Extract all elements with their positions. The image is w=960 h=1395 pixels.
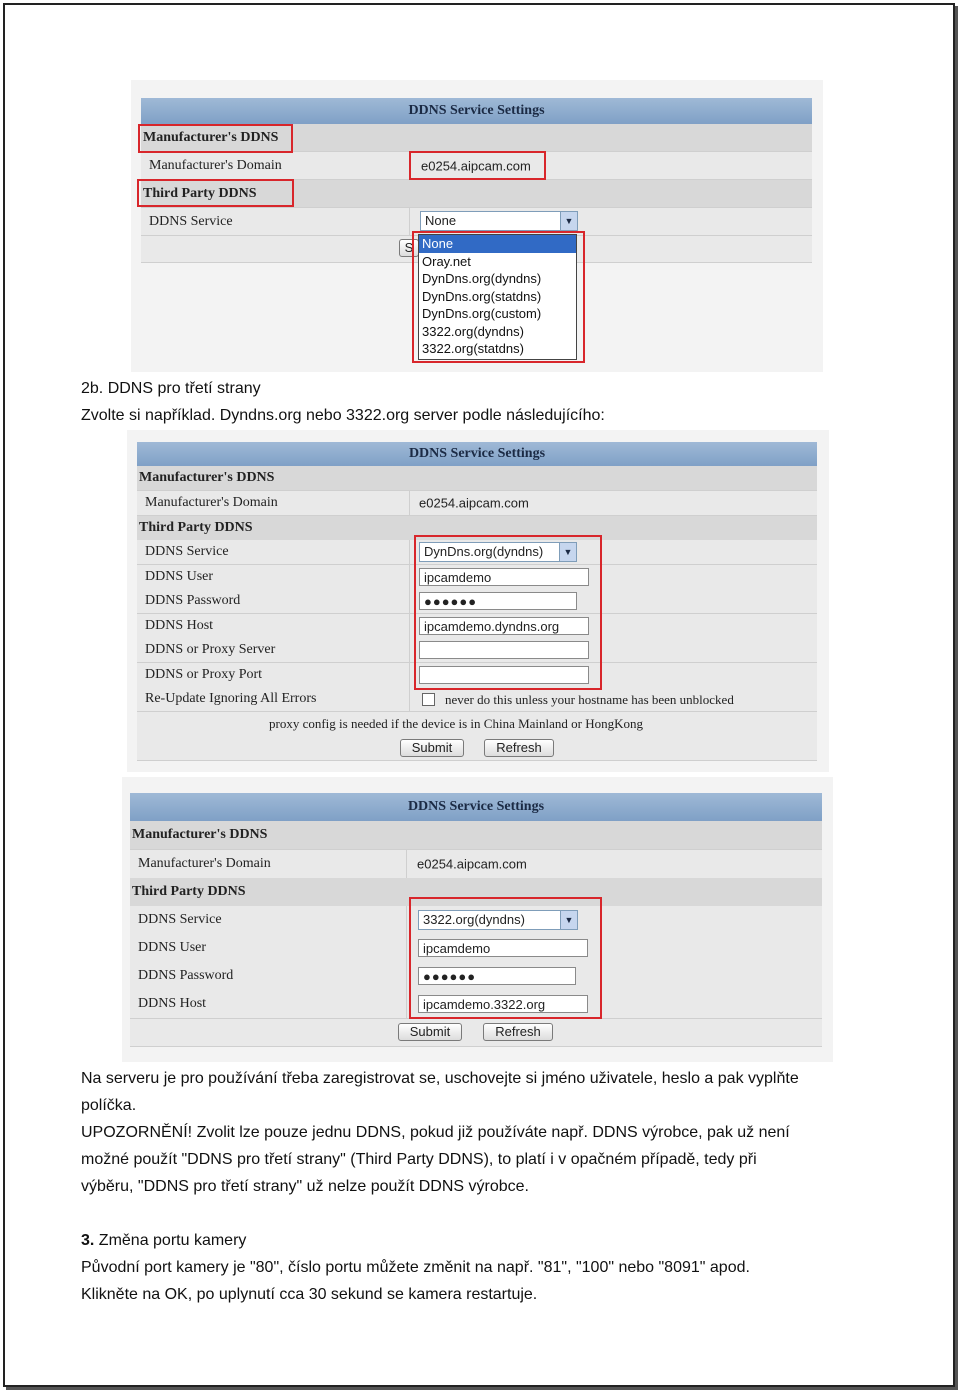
panel-header: DDNS Service Settings [137, 442, 817, 466]
warning-line2: možné použít "DDNS pro třetí strany" (Third Party DDNS), to platí i v opačném případě, tedy při [81, 1151, 757, 1168]
host-label: DDNS Host [145, 618, 214, 633]
paragraph-register-line1: Na serveru je pro používání třeba zaregistrovat se, uschovejte si jméno uživatele, heslo a pak vyplňte [81, 1070, 799, 1087]
service-label: DDNS Service [149, 213, 233, 229]
highlight-manufacturer-ddns [138, 124, 293, 153]
domain-value: e0254.aipcam.com [419, 495, 529, 511]
row-reupdate [137, 687, 817, 712]
warning-line3: výběru, "DDNS pro třetí strany" už nelze použít DDNS výrobce. [81, 1178, 529, 1195]
highlight-dropdown [412, 231, 585, 363]
domain-label: Manufacturer's Domain [145, 495, 278, 510]
dropdown-option[interactable]: DynDns.org(custom) [422, 306, 542, 321]
password-label: DDNS Password [138, 968, 234, 983]
panel-header: DDNS Service Settings [141, 98, 812, 124]
section-3-line1: Původní port kamery je "80", číslo portu můžete změnit na např. "81", "100" nebo "8091" apod. [81, 1259, 750, 1276]
section-label: Third Party DDNS [143, 185, 257, 201]
section-label: Third Party DDNS [132, 884, 246, 899]
column-divider [409, 540, 410, 564]
ddns-password-input[interactable]: ●●●●●● [419, 592, 577, 610]
section-3-line2: Klikněte na OK, po uplynutí cca 30 sekund se kamera restartuje. [81, 1286, 538, 1303]
proxy-port-label: DDNS or Proxy Port [145, 667, 263, 682]
user-label: DDNS User [138, 940, 207, 955]
chevron-down-icon[interactable]: ▼ [559, 543, 576, 561]
column-divider [409, 663, 410, 687]
column-divider [409, 589, 410, 613]
section-2b-intro: Zvolte si například. Dyndns.org nebo 3322.org server podle následujícího: [81, 407, 605, 424]
column-divider [406, 906, 407, 934]
screenshot-ddns-dropdown [131, 80, 823, 372]
select-value: 3322.org(dyndns) [423, 912, 525, 927]
chevron-down-icon[interactable]: ▼ [560, 911, 577, 929]
ddns-host-input[interactable]: ipcamdemo.dyndns.org [419, 617, 589, 635]
domain-value: e0254.aipcam.com [421, 158, 531, 173]
section-label: Manufacturer's DDNS [143, 129, 279, 145]
submit-button[interactable]: Submit [400, 739, 464, 757]
select-value: DynDns.org(dyndns) [424, 544, 544, 559]
row-buttons [130, 1019, 822, 1047]
refresh-button[interactable]: Refresh [483, 1023, 553, 1041]
column-divider [406, 962, 407, 990]
dropdown-option[interactable]: DynDns.org(dyndns) [422, 271, 542, 286]
dropdown-option[interactable]: 3322.org(statdns) [422, 341, 524, 356]
reupdate-checkbox[interactable] [422, 693, 435, 706]
submit-button[interactable]: Submit [398, 1023, 462, 1041]
user-label: DDNS User [145, 569, 214, 584]
column-divider [409, 208, 410, 235]
reupdate-label: Re-Update Ignoring All Errors [145, 691, 317, 706]
select-value: None [425, 213, 457, 228]
panel-header: DDNS Service Settings [130, 793, 822, 821]
ddns-password-input[interactable]: ●●●●●● [418, 967, 576, 985]
section-label: Manufacturer's DDNS [139, 470, 275, 485]
password-label: DDNS Password [145, 593, 241, 608]
section-manufacturer-ddns [130, 821, 822, 850]
dropdown-option[interactable]: 3322.org(dyndns) [422, 323, 524, 339]
column-divider [409, 565, 410, 589]
column-divider [406, 850, 407, 878]
domain-label: Manufacturer's Domain [149, 157, 282, 173]
service-label: DDNS Service [145, 544, 229, 559]
column-divider [409, 614, 410, 638]
dropdown-option[interactable]: None [419, 235, 576, 253]
warning-line1: UPOZORNĚNÍ! Zvolit lze pouze jednu DDNS, pokud již používáte např. DDNS výrobce, pak už není [81, 1124, 790, 1141]
submit-button[interactable]: S [399, 239, 419, 257]
ddns-host-input[interactable]: ipcamdemo.3322.org [418, 995, 588, 1013]
ddns-service-select[interactable] [420, 211, 578, 231]
highlight-third-party-fields [414, 535, 602, 690]
chevron-down-icon[interactable]: ▼ [560, 212, 577, 230]
column-divider [406, 990, 407, 1018]
screenshot-ddns-3322 [122, 777, 833, 1062]
proxy-note: proxy config is needed if the device is in China Mainland or HongKong [269, 716, 644, 731]
section-label: Manufacturer's DDNS [132, 827, 268, 842]
dropdown-option[interactable]: DynDns.org(statdns) [422, 288, 542, 304]
highlight-third-party-fields [409, 897, 602, 1019]
service-label: DDNS Service [138, 912, 222, 927]
paragraph-register-line2: políčka. [81, 1097, 137, 1114]
ddns-user-input[interactable]: ipcamdemo [419, 568, 589, 586]
ddns-user-input[interactable]: ipcamdemo [418, 939, 588, 957]
section-label: Third Party DDNS [139, 520, 253, 535]
section-3-heading [81, 1227, 246, 1254]
highlight-domain [409, 151, 546, 180]
row-manufacturer-domain [130, 850, 822, 879]
column-divider [406, 934, 407, 962]
dropdown-option[interactable]: Oray.net [422, 253, 471, 269]
row-proxy-note [137, 712, 817, 737]
section-3-number: 3. [81, 1232, 95, 1249]
reupdate-note: never do this unless your hostname has been unblocked [445, 692, 734, 707]
section-manufacturer-ddns [137, 466, 817, 491]
section-3-title: Změna portu kamery [94, 1232, 247, 1249]
row-buttons [137, 736, 817, 761]
host-label: DDNS Host [138, 996, 207, 1011]
column-divider [409, 638, 410, 662]
row-manufacturer-domain [137, 491, 817, 516]
proxy-server-label: DDNS or Proxy Server [145, 642, 276, 657]
column-divider [409, 491, 410, 515]
screenshot-ddns-dyndns [127, 430, 829, 772]
domain-label: Manufacturer's Domain [138, 856, 271, 871]
section-2b-title: 2b. DDNS pro třetí strany [81, 380, 261, 397]
domain-value: e0254.aipcam.com [417, 856, 527, 872]
highlight-third-party-ddns [137, 179, 294, 207]
refresh-button[interactable]: Refresh [484, 739, 554, 757]
column-divider [409, 687, 410, 711]
